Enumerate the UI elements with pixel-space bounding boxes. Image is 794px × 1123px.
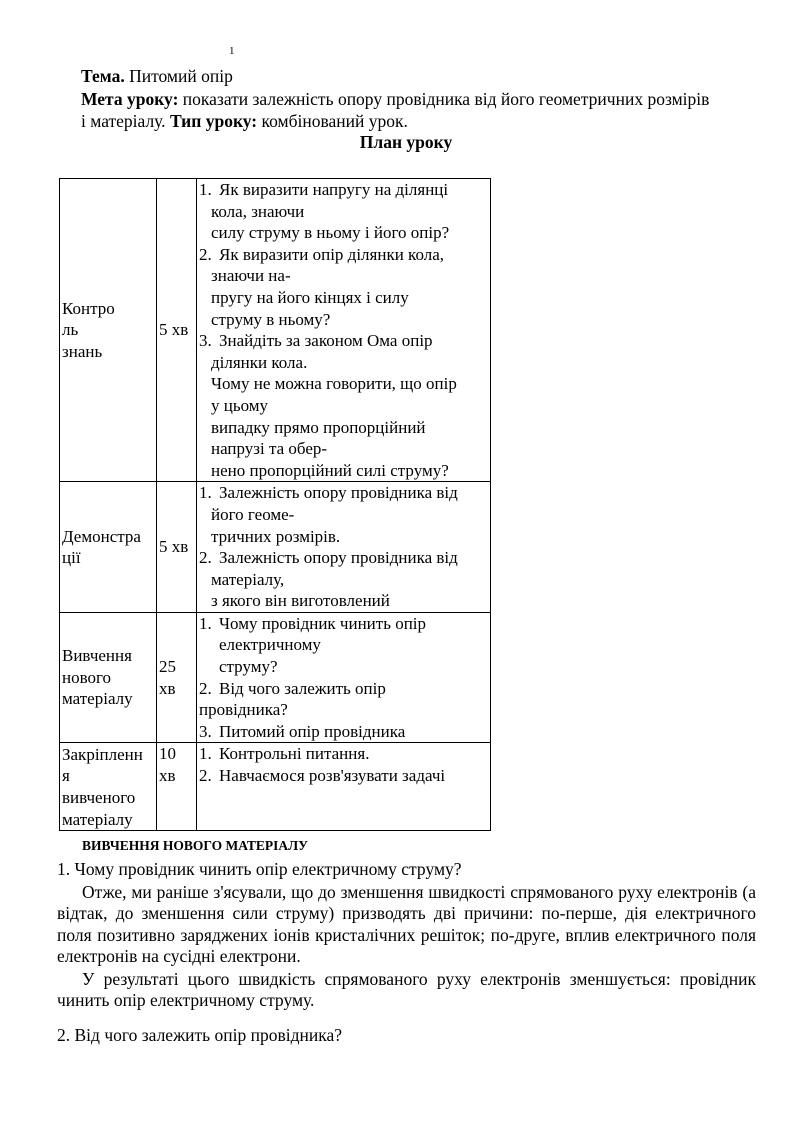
topic-value: Питомий опір bbox=[124, 66, 233, 86]
goal-value-cont: і матеріалу. bbox=[81, 111, 170, 131]
time-value: хв bbox=[159, 678, 176, 698]
paragraph-1-text: Отже, ми раніше з'ясували, що до зменшення швидкості спрямованого руху електронів (а відтак, до зменшення сили струму) призводять дві причини: по-перше, дія електричного поля позитивно заряджених іонів кристалічних решіток; по-друге, вплив електричного поля електронів на сусідні електрони. bbox=[57, 882, 756, 967]
table-row bbox=[60, 612, 491, 743]
stage-cell bbox=[60, 612, 157, 743]
item-text: силу струму в ньому і його опір? bbox=[211, 223, 450, 243]
item-text: Чому не можна говорити, що опір bbox=[211, 374, 457, 394]
item-number: 2. bbox=[199, 244, 212, 264]
type-label: Тип уроку: bbox=[169, 111, 258, 131]
list-item bbox=[199, 613, 488, 635]
time-value: 25 bbox=[159, 657, 176, 677]
goal-value: показати залежність опору провідника від його геометричних розмірів bbox=[178, 89, 710, 109]
content-cell bbox=[197, 743, 491, 831]
item-number: 2. bbox=[199, 548, 212, 568]
item-number: 1. bbox=[199, 613, 212, 633]
list-item bbox=[199, 721, 488, 743]
stage-line: знань bbox=[62, 341, 103, 361]
paragraph-1 bbox=[57, 882, 756, 968]
item-text: пругу на його кінцях і силу bbox=[211, 287, 409, 307]
time-cell bbox=[157, 482, 197, 613]
section-title: ВИВЧЕННЯ НОВОГО МАТЕРІАЛУ bbox=[82, 838, 309, 853]
table-row bbox=[60, 743, 491, 831]
stage-line: ль bbox=[62, 320, 79, 340]
paragraph-2 bbox=[57, 969, 756, 1012]
item-text: випадку прямо пропорційний bbox=[211, 417, 426, 437]
item-text: його геоме- bbox=[211, 504, 295, 524]
stage-line: Вивчення bbox=[62, 646, 132, 666]
item-text: кола, знаючи bbox=[211, 201, 305, 221]
stage-line: матеріалу bbox=[62, 809, 133, 829]
stage-line: ції bbox=[62, 548, 81, 568]
item-text: Контрольні питання. bbox=[219, 744, 370, 764]
table-row bbox=[60, 179, 491, 482]
list-item bbox=[199, 330, 488, 352]
question-2: 2. Від чого залежить опір провідника? bbox=[57, 1025, 343, 1045]
item-text: Знайдіть за законом Ома опір bbox=[219, 331, 433, 351]
list-item bbox=[199, 678, 488, 700]
item-text: нено пропорційний силі струму? bbox=[211, 460, 449, 480]
list-item bbox=[199, 547, 488, 569]
time-value: хв bbox=[159, 766, 176, 786]
question-1: 1. Чому провідник чинить опір електричному струму? bbox=[57, 859, 462, 879]
time-value: 10 bbox=[159, 744, 176, 764]
type-value: комбінований урок. bbox=[257, 111, 408, 131]
goal-label: Мета уроку: bbox=[81, 89, 179, 109]
item-number: 3. bbox=[199, 331, 212, 351]
item-number: 2. bbox=[199, 766, 212, 786]
item-text: Залежність опору провідника від bbox=[219, 483, 458, 503]
list-item bbox=[199, 482, 488, 504]
item-text: Як виразити опір ділянки кола, bbox=[219, 244, 445, 264]
time-cell bbox=[157, 743, 197, 831]
item-number: 2. bbox=[199, 678, 212, 698]
stage-cell bbox=[60, 179, 157, 482]
list-item bbox=[199, 765, 488, 787]
lesson-plan-table bbox=[59, 178, 491, 831]
item-text: електричному bbox=[219, 635, 321, 655]
list-item bbox=[199, 743, 488, 765]
plan-title bbox=[0, 131, 794, 153]
stage-line: матеріалу bbox=[62, 689, 133, 709]
stage-cell bbox=[60, 482, 157, 613]
item-text: Залежність опору провідника від bbox=[219, 548, 458, 568]
content-cell bbox=[197, 179, 491, 482]
list-item bbox=[199, 244, 488, 266]
stage-line: Демонстра bbox=[62, 526, 141, 546]
item-text: тричних розмірів. bbox=[211, 526, 341, 546]
stage-line: нового bbox=[62, 667, 112, 687]
stage-line: Закріпленн bbox=[62, 744, 143, 764]
item-text: Навчаємося розв'язувати задачі bbox=[219, 766, 446, 786]
item-text: струму в ньому? bbox=[211, 309, 331, 329]
topic-label: Тема. bbox=[81, 66, 125, 86]
stage-line: Контро bbox=[62, 298, 115, 318]
goal-type-line bbox=[81, 110, 408, 132]
topic-line bbox=[81, 65, 233, 87]
content-cell bbox=[197, 612, 491, 743]
item-number: 1. bbox=[199, 744, 212, 764]
item-text: струму? bbox=[219, 657, 278, 677]
paragraph-2-text: У результаті цього швидкість спрямованого руху електронів зменшується: провідник чинить опір електричному струму. bbox=[57, 969, 756, 1011]
item-number: 3. bbox=[199, 721, 212, 741]
time-value: 5 хв bbox=[159, 537, 189, 557]
item-text: з якого він виготовлений bbox=[211, 591, 390, 611]
item-text: провідника? bbox=[199, 700, 288, 720]
item-text: знаючи на- bbox=[211, 266, 291, 286]
item-text: напрузі та обер- bbox=[211, 439, 328, 459]
table-row bbox=[60, 482, 491, 613]
time-value: 5 хв bbox=[159, 320, 189, 340]
plan-title-text: План уроку bbox=[359, 132, 453, 152]
stage-line: вивченого bbox=[62, 787, 136, 807]
time-cell bbox=[157, 179, 197, 482]
item-text: Чому провідник чинить опір bbox=[219, 613, 427, 633]
list-item bbox=[199, 179, 488, 201]
item-text: у цьому bbox=[211, 395, 269, 415]
item-text: ділянки кола. bbox=[211, 352, 308, 372]
goal-line bbox=[81, 88, 709, 110]
item-number: 1. bbox=[199, 483, 212, 503]
item-text: Від чого залежить опір bbox=[219, 678, 386, 698]
page-number: 1 bbox=[229, 45, 235, 57]
item-number: 1. bbox=[199, 180, 212, 199]
stage-line: я bbox=[62, 766, 70, 786]
item-text: Питомий опір провідника bbox=[219, 721, 406, 741]
item-text: Як виразити напругу на ділянці bbox=[219, 180, 449, 199]
time-cell bbox=[157, 612, 197, 743]
item-text: матеріалу, bbox=[211, 569, 285, 589]
content-cell bbox=[197, 482, 491, 613]
stage-cell bbox=[60, 743, 157, 831]
